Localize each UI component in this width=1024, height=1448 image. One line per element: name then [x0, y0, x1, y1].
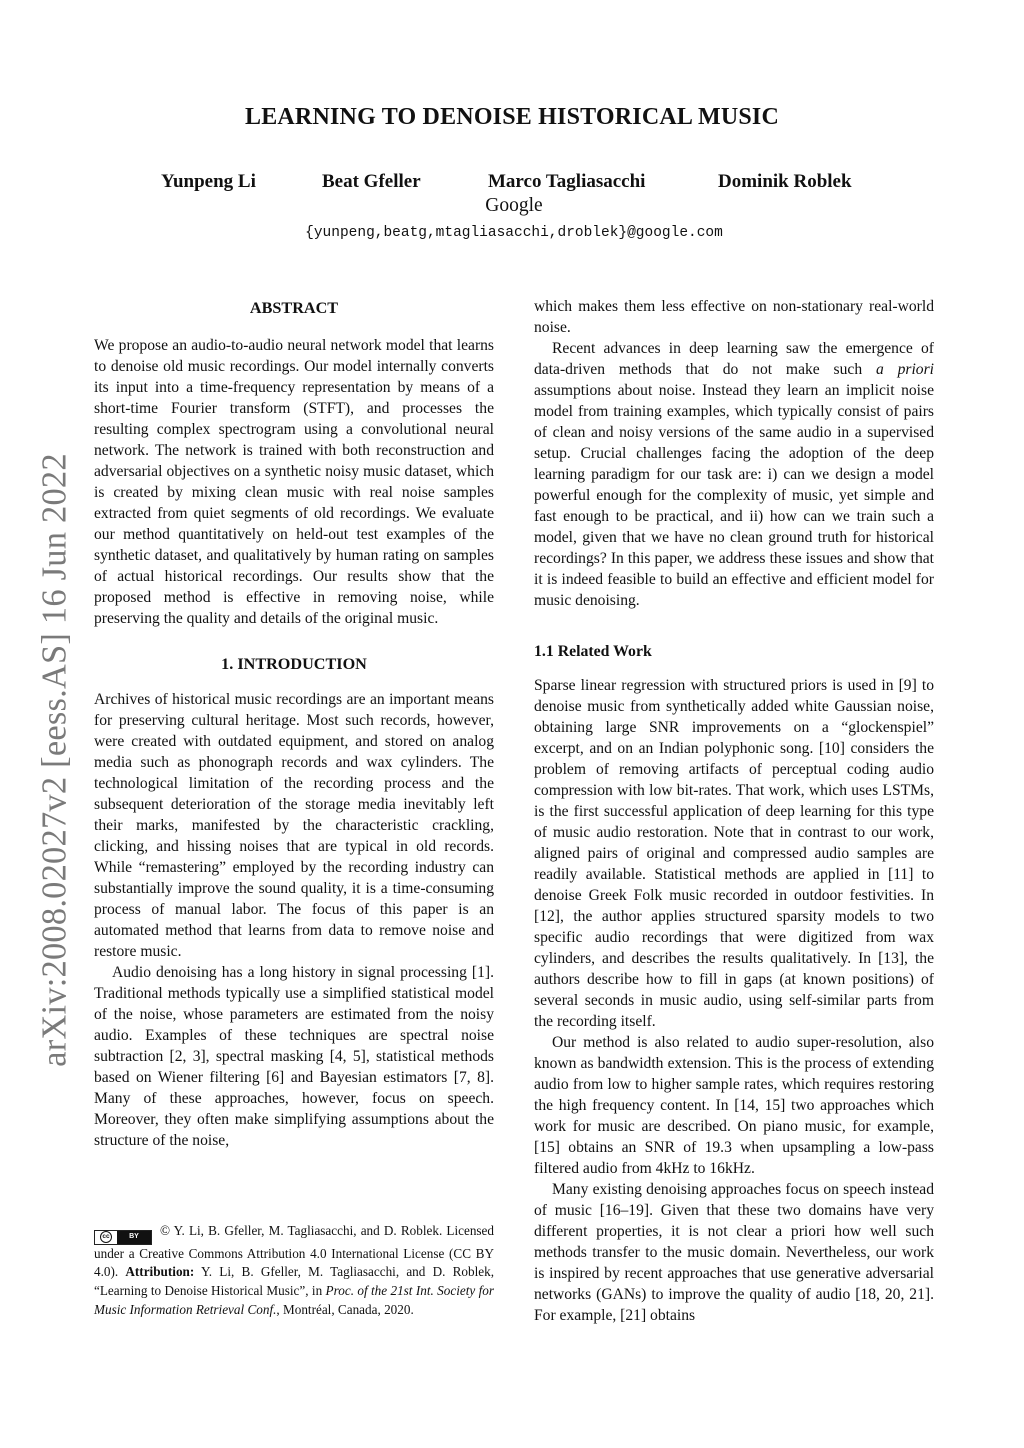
paper-title: LEARNING TO DENOISE HISTORICAL MUSIC [244, 104, 780, 130]
author-emails: {yunpeng,beatg,mtagliasacchi,droblek}@google.com [305, 225, 723, 241]
author-name: Yunpeng Li [161, 171, 256, 192]
related-work-paragraph: Our method is also related to audio super-resolution, also known as bandwidth extension. This is the process of extending audio from low to higher sample rates, which requires restoring the high frequency content. In [14, 15] two approaches which work for music are described. On piano music, for example, [15] obtains an SNR of 19.3 when upsampling a low-pass filtered audio from 4kHz to 16kHz. [534, 1034, 934, 1177]
license-footnote [94, 1222, 494, 1319]
intro-paragraph: Recent advances in deep learning saw the emergence of data-driven methods that do not make such a priori assumptions about noise. Instead they learn an implicit noise model from training examples, which typically consist of pairs of clean and noisy versions of the same audio in a supervised setup. Crucial challenges facing the adoption of the deep learning paradigm for our task are: i) can we design a model powerful enough for the complexity of music, yet simple and fast enough to be practical, and ii) how can we train such a model, given that we have no clean ground truth for historical recordings? In this paper, we address these issues and show that it is indeed feasible to build an effective and efficient model for music denoising. [534, 340, 934, 609]
abstract-heading: ABSTRACT [249, 299, 339, 317]
intro-paragraph-continued: which makes them less effective on non-stationary real-world noise. [534, 298, 934, 336]
affiliation: Google [485, 195, 543, 216]
related-work-heading: 1.1 Related Work [534, 643, 652, 660]
intro-paragraph: Audio denoising has a long history in signal processing [1]. Traditional methods typically use a simplified statistical model of the noise, whose parameters are estimated from the noisy audio. Examples of these techniques are spectral noise subtraction [2, 3], spectral masking [4, 5], statistical methods based on Wiener filtering [6] and Bayesian estimators [7, 8]. Many of these approaches, however, focus on speech. Moreover, they often make simplifying assumptions about the structure of the noise, [94, 964, 494, 1149]
related-work-paragraph: Sparse linear regression with structured priors is used in [9] to denoise music from synthetically added white Gaussian noise, obtaining large SNR improvements on a “glockenspiel” excerpt, and on an Indian polyphonic song. [10] considers the problem of removing artifacts of perceptual coding audio compression with low bit-rates. That work, which uses LSTMs, is the first successful application of deep learning for this type of music audio restoration. Note that in contrast to our work, aligned pairs of original and compressed audio samples are readily available. Statistical methods are applied in [11] to denoise Greek Folk music recorded in outdoor festivities. In [12], the author applies structured sparsity models to two specific audio recordings that were digitized from wax cylinders, and describes the results qualitatively. In [13], the authors describe how to fill in gaps (at known positions) of several seconds in music audio, using self-similar parts from the recording itself. [534, 677, 934, 1030]
related-work-paragraph: Many existing denoising approaches focus on speech instead of music [16–19]. Given that these two domains have very different properties, it is not clear a priori how well such methods transfer to the music domain. Nevertheless, our work is inspired by recent approaches that use generative adversarial networks (GANs) to improve the quality of audio [18, 20, 21]. For example, [21] obtains [534, 1181, 934, 1324]
conference-venue: Proc. of the 21st Int. Society for Music Information Retrieval Conf. [94, 1282, 494, 1317]
left-column [94, 296, 494, 1151]
author-name: Beat Gfeller [322, 171, 421, 192]
arxiv-identifier: arXiv:2008.02027v2 [eess.AS] 16 Jun 2022 [35, 453, 74, 1067]
abstract-text: We propose an audio-to-audio neural network model that learns to denoise old music recordings. Our model internally converts its input into a time-frequency representation by means of a short-time Fourier transform (STFT), and processes the resulting complex spectrogram using a convolutional neural network. The network is trained with both reconstruction and adversarial objectives on a synthetic noisy music dataset, which is created by mixing clean music with real noise samples extracted from quiet segments of old recordings. We evaluate our method quantitatively on held-out test examples of the synthetic dataset, and qualitatively by human rating on samples of actual historical recordings. Our results show that the proposed method is effective in removing noise, while preserving the quality and details of the original music. [94, 337, 494, 627]
creative-commons-icon: cc BY [94, 1230, 152, 1245]
copyright-text: © Y. Li, B. Gfeller, M. Tagliasacchi, and D. Roblek. Licensed under a Creative Commons Attribution 4.0 International License (CC BY 4.0). [94, 1223, 494, 1280]
attribution-label: Attribution: [125, 1264, 195, 1280]
introduction-heading: 1. INTRODUCTION [221, 655, 367, 673]
conference-location: , Montréal, Canada, 2020. [276, 1301, 414, 1317]
right-column [534, 296, 934, 1326]
attribution-text: Y. Li, B. Gfeller, M. Tagliasacchi, and D. Roblek, “Learning to Denoise Historical Music”, in [94, 1264, 494, 1298]
intro-paragraph: Archives of historical music recordings are an important means for preserving cultural heritage. Most such records, however, were created with outdated equipment, and stored on analog media such as phonograph records and wax cylinders. The technological limitation of the recording process and the subsequent deterioration of the storage media inevitably left their marks, manifested by the characteristic crackling, clicking, and hissing noises that are typical in old records. While “remastering” employed by the recording industry can substantially improve the sound quality, it is a time-consuming process of manual labor. The focus of this paper is an automated method that learns from data to remove noise and restore music. [94, 691, 494, 960]
author-name: Dominik Roblek [718, 171, 852, 192]
author-name: Marco Tagliasacchi [488, 171, 646, 192]
